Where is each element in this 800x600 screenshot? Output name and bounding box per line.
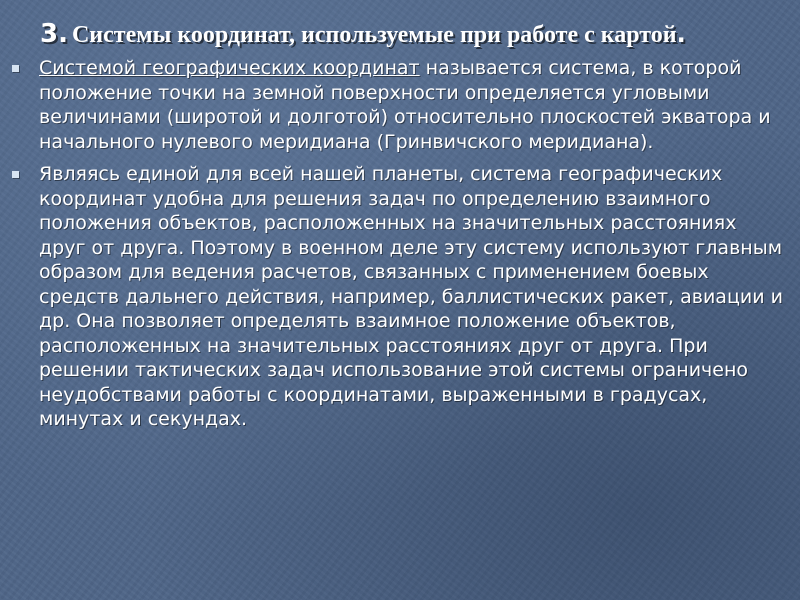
bullet-item-geographic-definition — [0, 56, 800, 154]
title-end: . — [676, 20, 686, 48]
square-bullet-icon — [12, 171, 19, 178]
bullet-text: называется система, в которой положение точки на земной поверхности определяется угловыми величинами (широтой и долготой) относительно плоскостей экватора и начального нулевого меридиана (Гринвичского меридиана). — [39, 57, 771, 153]
title-text: Системы координат, используемые при работе с картой — [71, 22, 677, 48]
bullet-item-geographic-usage — [0, 162, 800, 432]
slide-title — [40, 19, 780, 49]
bullet-list — [0, 56, 800, 432]
title-number: 3. — [40, 19, 68, 49]
square-bullet-icon — [12, 65, 19, 72]
term-geographic-coordinates: Системой географических координат — [39, 57, 420, 79]
bullet-text: Являясь единой для всей нашей планеты, система географических координат удобна для решения задач по определению взаимного положения объектов, расположенных на значительных расстояниях друг от друга. Поэтому в военном деле эту систему используют главным образом для ведения расчетов, связанных с применением боевых средств дальнего действия, например, баллистических ракет, авиации и др. Она позволяет определять взаимное положение объектов, расположенных на значительных расстояниях друг от друга. При решении тактических задач использование этой системы ограничено неудобствами работы с координатами, выраженными в градусах, минутах и секундах. — [39, 163, 783, 430]
